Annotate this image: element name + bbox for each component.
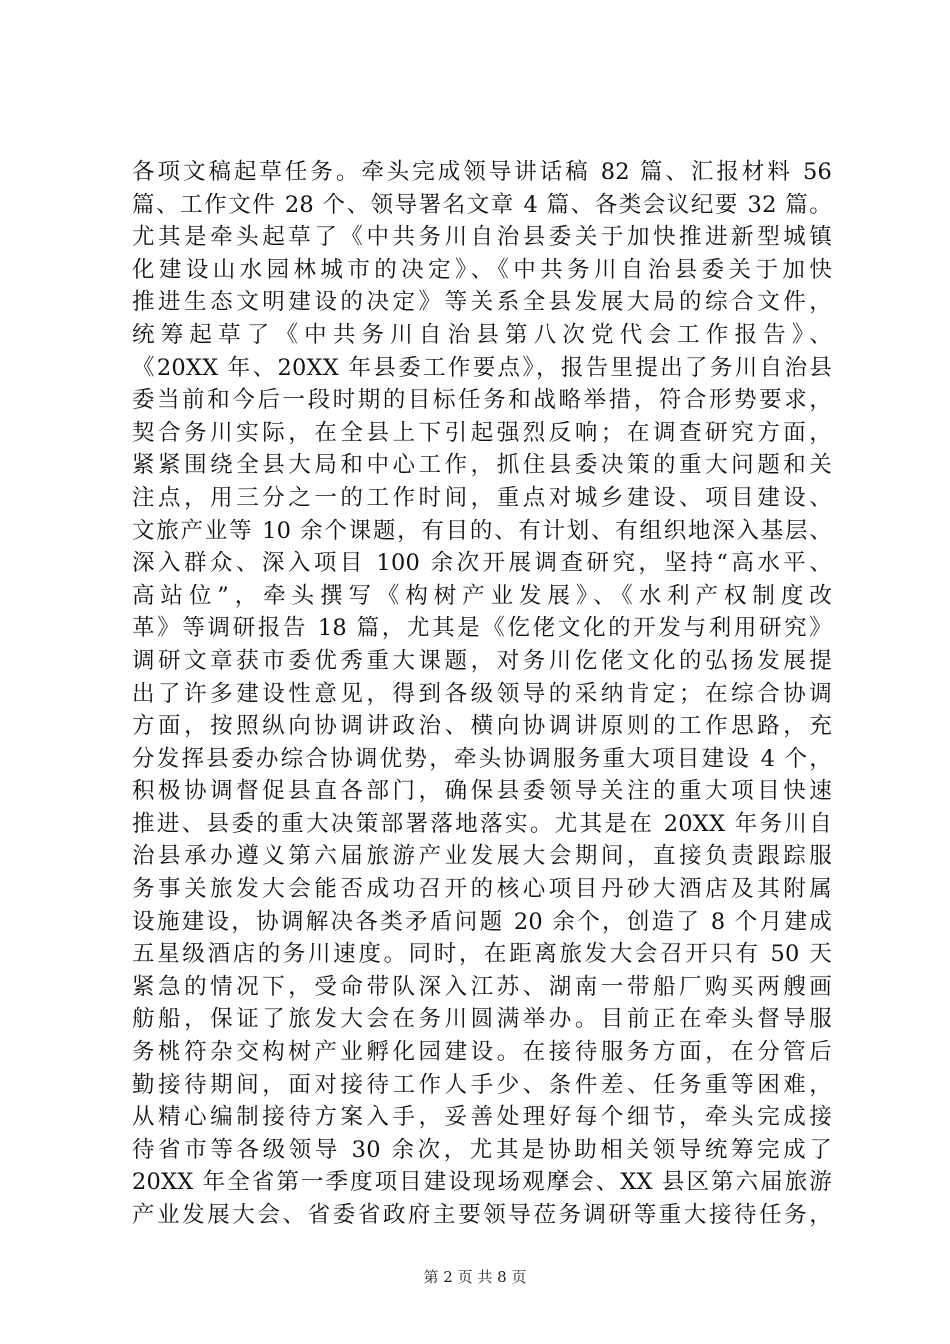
text-line: 勤接待期间，面对接待工作人手少、条件差、任务重等困难， <box>132 1071 832 1098</box>
text-line: 《20XX 年、20XX 年县委工作要点》，报告里提出了务川自治县 <box>132 354 832 381</box>
text-line: 治县承办遵义第六届旅游产业发展大会期间，直接负责跟踪服 <box>132 843 832 870</box>
text-line: 待省市等各级领导 30 余次，尤其是协助相关领导统筹完成了 <box>132 1136 832 1163</box>
text-line: 化建设山水园林城市的决定》、《中共务川自治县委关于加快 <box>132 256 832 283</box>
text-line: 深入群众、深入项目 100 余次开展调查研究，坚持“高水平、 <box>132 550 832 577</box>
text-line: 文旅产业等 10 余个课题，有目的、有计划、有组织地深入基层、 <box>132 517 832 544</box>
text-line: 20XX 年全省第一季度项目建设现场观摩会、XX 县区第六届旅游 <box>132 1169 832 1196</box>
text-line: 各项文稿起草任务。牵头完成领导讲话稿 82 篇、汇报材料 56 <box>132 159 832 185</box>
text-line: 尤其是牵头起草了《中共务川自治县委关于加快推进新型城镇 <box>132 224 832 251</box>
text-line: 分发挥县委办综合协调优势，牵头协调服务重大项目建设 4 个， <box>132 745 832 772</box>
body-text <box>132 156 832 1232</box>
text-line: 注点，用三分之一的工作时间，重点对城乡建设、项目建设、 <box>132 484 832 511</box>
text-line: 方面，按照纵向协调讲政治、横向协调讲原则的工作思路，充 <box>132 713 832 740</box>
text-line: 出了许多建设性意见，得到各级领导的采纳肯定；在综合协调 <box>132 680 832 707</box>
text-line: 调研文章获市委优秀重大课题，对务川仡佬文化的弘扬发展提 <box>132 647 832 674</box>
text-line: 契合务川实际，在全县上下引起强烈反响；在调查研究方面， <box>132 419 832 446</box>
text-line: 设施建设，协调解决各类矛盾问题 20 余个，创造了 8 个月建成 <box>132 908 832 935</box>
page-footer: 第 2 页 共 8 页 <box>423 1268 527 1286</box>
text-line: 委当前和今后一段时期的目标任务和战略举措，符合形势要求， <box>132 387 832 414</box>
text-line: 推进生态文明建设的决定》等关系全县发展大局的综合文件， <box>132 289 832 316</box>
text-line: 统筹起草了《中共务川自治县第八次党代会工作报告》、 <box>132 321 832 348</box>
text-line: 推进、县委的重大决策部署落地落实。尤其是在 20XX 年务川自 <box>132 810 832 837</box>
text-line: 五星级酒店的务川速度。同时，在距离旅发大会召开只有 50 天 <box>132 941 832 968</box>
text-line: 紧紧围绕全县大局和中心工作，抓住县委决策的重大问题和关 <box>132 452 832 479</box>
text-line: 务桃符杂交构树产业孵化园建设。在接待服务方面，在分管后 <box>132 1039 832 1066</box>
text-line: 紧急的情况下，受命带队深入江苏、湖南一带船厂购买两艘画 <box>132 973 832 1000</box>
text-line: 积极协调督促县直各部门，确保县委领导关注的重大项目快速 <box>132 778 832 805</box>
text-line: 舫船，保证了旅发大会在务川圆满举办。目前正在牵头督导服 <box>132 1006 832 1033</box>
text-line: 高站位”，牵头撰写《构树产业发展》、《水利产权制度改 <box>132 582 832 609</box>
text-line: 产业发展大会、省委省政府主要领导莅务调研等重大接待任务， <box>132 1202 832 1228</box>
text-line: 从精心编制接待方案入手，妥善处理好每个细节，牵头完成接 <box>132 1104 832 1131</box>
text-line: 革》等调研报告 18 篇，尤其是《仡佬文化的开发与利用研究》 <box>132 615 832 642</box>
text-line: 务事关旅发大会能否成功召开的核心项目丹砂大酒店及其附属 <box>132 876 832 903</box>
text-line: 篇、工作文件 28 个、领导署名文章 4 篇、各类会议纪要 32 篇。 <box>132 191 832 218</box>
